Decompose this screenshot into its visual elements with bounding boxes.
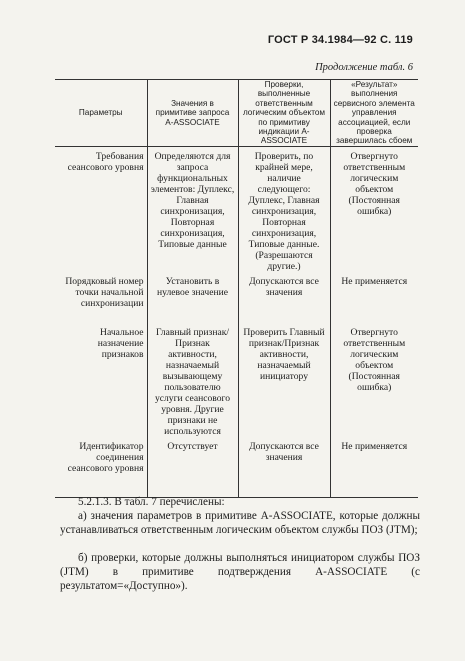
column-header-request-values: Значения в примитиве запроса A-ASSOCIATE xyxy=(147,80,238,147)
check-cell: Проверить Главный признак/Признак активности, назначаемый инициатору xyxy=(238,323,330,437)
value-cell: Главный признак/Признак активности, назначаемый вызывающему пользователю услуги сеансового уровня. Другие признаки не используются xyxy=(147,323,238,437)
table-continuation-label: Продолжение табл. 6 xyxy=(315,62,413,73)
table-header-row xyxy=(55,80,418,147)
param-cell: Начальное назначение признаков xyxy=(55,323,147,437)
value-cell: Отсутствует xyxy=(147,437,238,498)
paragraph-intro: 5.2.1.3. В табл. 7 перечислены: xyxy=(78,496,225,508)
table-row xyxy=(55,437,418,498)
result-cell: Не применяется xyxy=(330,437,418,498)
paragraph-item-a: а) значения параметров в примитиве A-ASSOCIATE, которые должны устанавливаться ответственным логическим объектом службы ПОЗ (JTM); xyxy=(60,510,420,536)
param-cell: Порядковый номер точки начальной синхронизации xyxy=(55,272,147,323)
table-row xyxy=(55,272,418,323)
result-cell: Отвергнуто ответственным логическим объектом (Постоянная ошибка) xyxy=(330,146,418,272)
value-cell: Установить в нулевое значение xyxy=(147,272,238,323)
table-row xyxy=(55,146,418,272)
result-cell: Не применяется xyxy=(330,272,418,323)
check-cell: Допускаются все значения xyxy=(238,437,330,498)
param-cell: Идентификатор соединения сеансового уровня xyxy=(55,437,147,498)
value-cell: Определяются для запроса функциональных элементов: Дуплекс, Главная синхронизация, Повторная синхронизация, Типовые данные xyxy=(147,146,238,272)
column-header-indication-checks: Проверки, выполненные ответственным логическим объектом по примитиву индикации A-ASSOCIATE xyxy=(238,80,330,147)
paragraph-item-b: б) проверки, которые должны выполняться инициатором службы ПОЗ (JTM) в примитиве подтверждения A-ASSOCIATE (с результатом=«Доступно»). xyxy=(60,552,420,592)
check-cell: Проверить, по крайней мере, наличие следующего: Дуплекс, Главная синхронизация, Повторная синхронизация, Типовые данные. (Разрешаются другие.) xyxy=(238,146,330,272)
column-header-parameters: Параметры xyxy=(55,80,147,147)
result-cell: Отвергнуто ответственным логическим объектом (Постоянная ошибка) xyxy=(330,323,418,437)
check-cell: Допускаются все значения xyxy=(238,272,330,323)
parameters-table xyxy=(55,79,418,498)
column-header-result: «Результат» выполнения сервисного элемента управления ассоциацией, если проверка завершилась сбоем xyxy=(330,80,418,147)
running-header: ГОСТ Р 34.1984—92 С. 119 xyxy=(267,34,413,46)
param-cell: Требования сеансового уровня xyxy=(55,146,147,272)
table-row xyxy=(55,323,418,437)
